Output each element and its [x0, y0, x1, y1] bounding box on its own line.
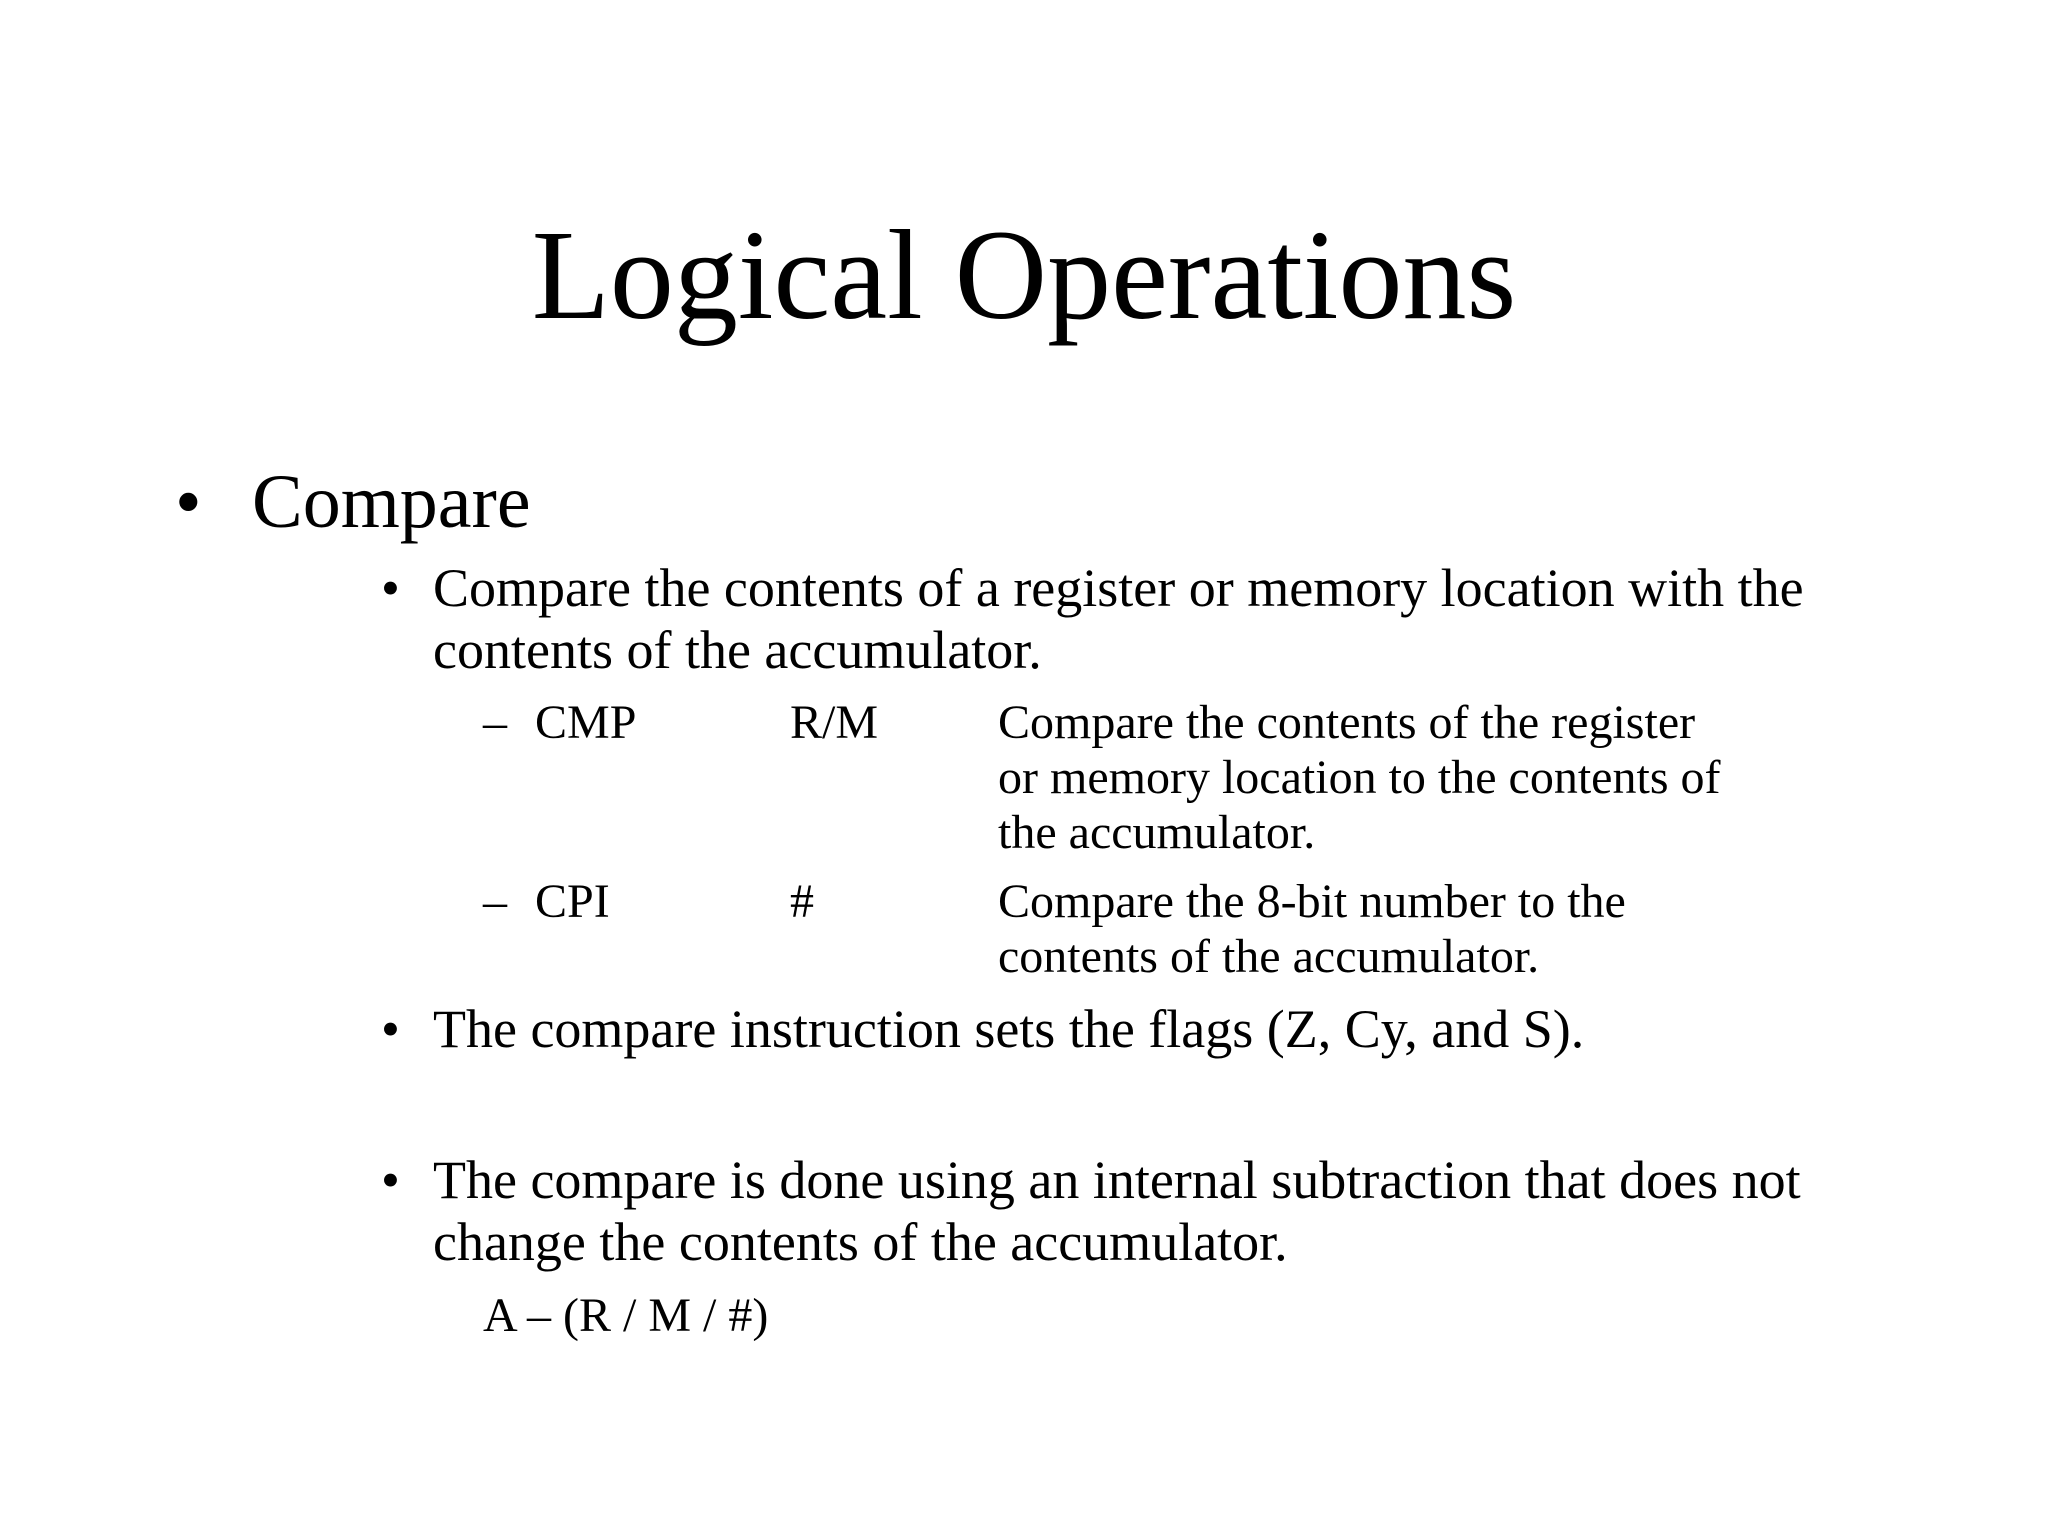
bullet-compare-text: Compare — [252, 460, 531, 544]
instruction-cpi-desc-2: contents of the accumulator. — [998, 930, 1540, 983]
point-1-line-2: contents of the accumulator. — [433, 620, 1042, 680]
point-3-marker: • — [381, 1150, 400, 1210]
instruction-cpi-desc-1: Compare the 8-bit number to the — [998, 875, 1626, 928]
instruction-cpi-dash: – — [483, 875, 507, 928]
bullet-compare-marker: • — [175, 460, 202, 544]
instruction-cmp-desc-2: or memory location to the contents of — [998, 751, 1721, 804]
point-1-line-1: Compare the contents of a register or memory location with the — [433, 558, 1804, 618]
instruction-cmp-desc-1: Compare the contents of the register — [998, 696, 1696, 749]
instruction-cmp-operand: R/M — [790, 696, 879, 749]
point-3-line-1: The compare is done using an internal subtraction that does not — [433, 1150, 1801, 1210]
point-3-line-2: change the contents of the accumulator. — [433, 1212, 1288, 1272]
instruction-cpi-mnemonic: CPI — [535, 875, 610, 928]
point-2-marker: • — [381, 999, 400, 1059]
instruction-cmp-dash: – — [483, 696, 507, 749]
point-1-marker: • — [381, 558, 400, 618]
point-2-line-1: The compare instruction sets the flags (Z, Cy, and S). — [433, 999, 1585, 1059]
instruction-cmp-mnemonic: CMP — [535, 696, 637, 749]
instruction-cmp-desc-3: the accumulator. — [998, 806, 1316, 859]
slide-title: Logical Operations — [531, 204, 1517, 346]
instruction-cpi-operand: # — [790, 875, 814, 928]
formula: A – (R / M / #) — [483, 1289, 769, 1342]
